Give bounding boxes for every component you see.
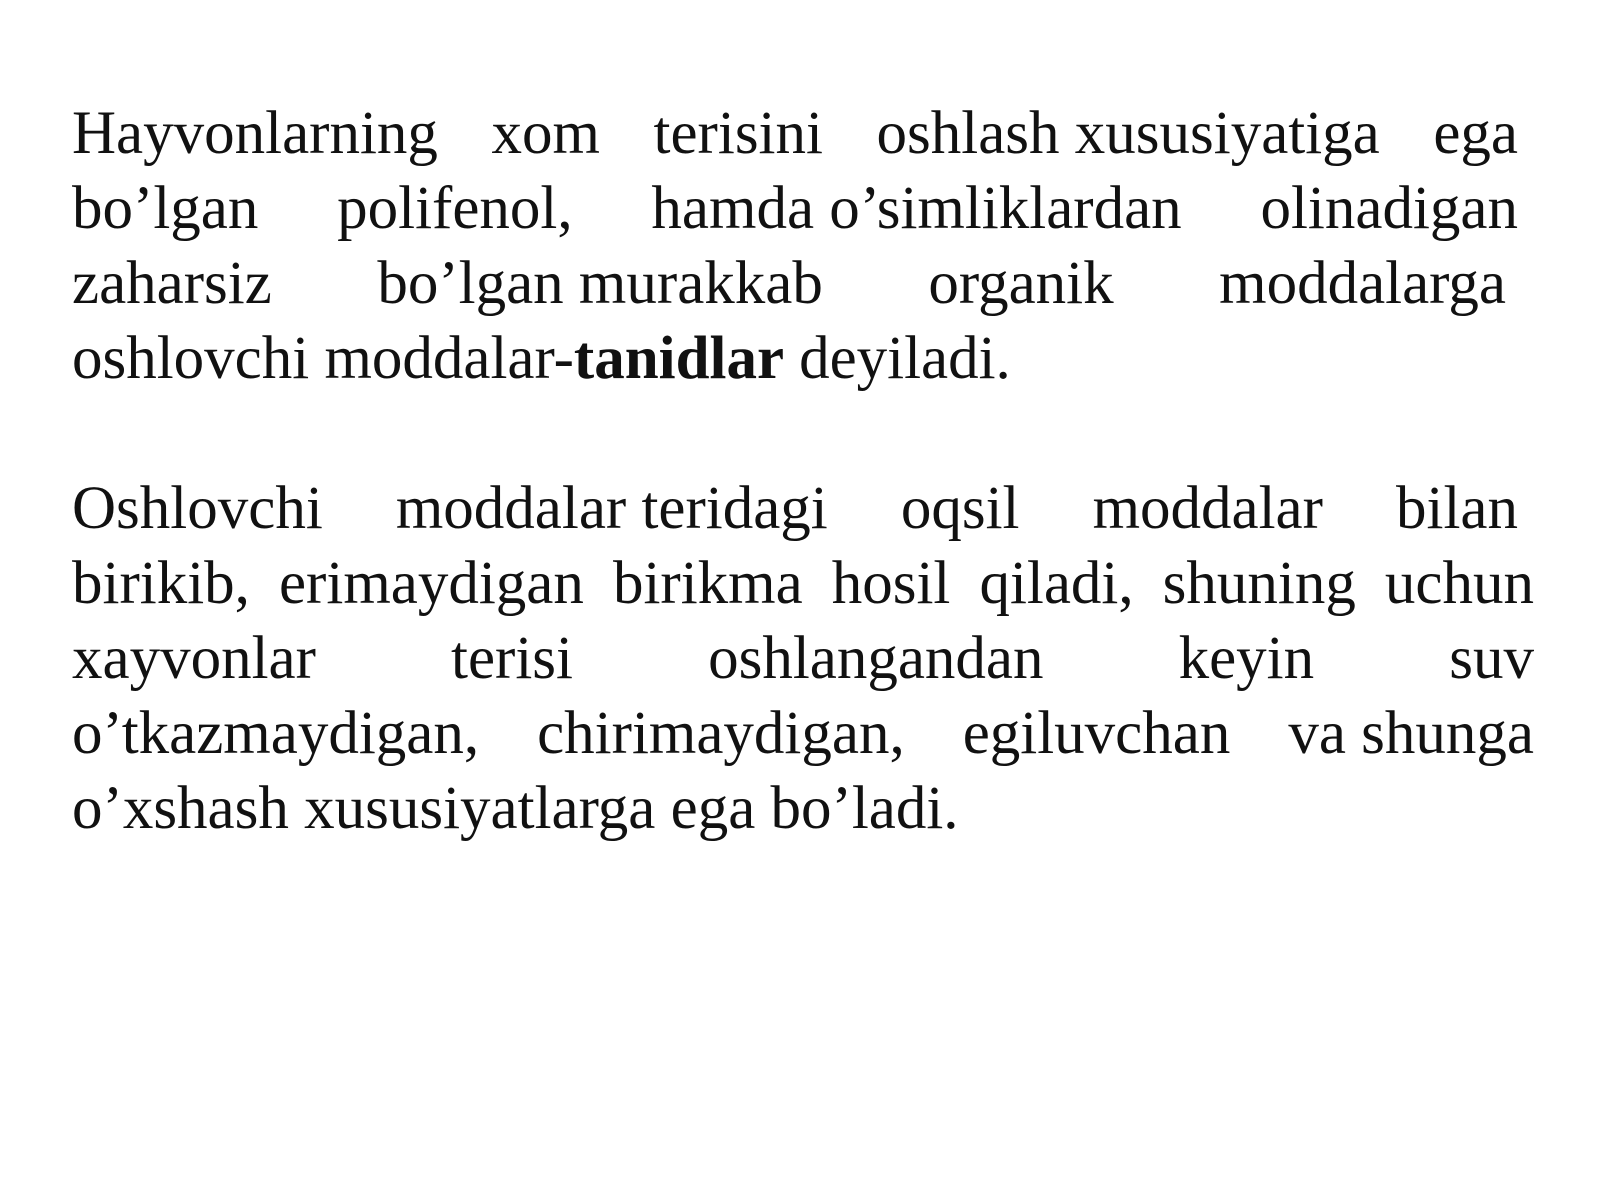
word: va shunga (1288, 700, 1534, 767)
word: ega (1433, 100, 1518, 167)
word: moddalarga (1219, 250, 1506, 317)
paragraph-line (72, 246, 1506, 321)
closing-sentence: o’xshash xususiyatlarga ega bo’ladi. (72, 775, 959, 842)
word: shuning (1162, 550, 1356, 617)
word: birikma (612, 550, 803, 617)
word: hamda o’simliklardan (651, 175, 1182, 242)
word: terisini (653, 100, 823, 167)
word: qiladi, (979, 550, 1134, 617)
word: zaharsiz (72, 250, 272, 317)
word: birikib, (72, 550, 250, 617)
paragraph-tannins-definition (72, 96, 1534, 396)
paragraph-line (72, 471, 1518, 546)
word: xayvonlar (72, 625, 316, 692)
word: egiluvchan (962, 700, 1231, 767)
text-suffix: deyiladi. (799, 325, 1011, 392)
word: oshlangandan (708, 625, 1044, 692)
word: polifenol, (337, 175, 573, 242)
word: Oshlovchi (72, 475, 323, 542)
highlighted-term: tanidlar (573, 325, 785, 392)
word: chirimaydigan, (537, 700, 905, 767)
word: bo’lgan murakkab (377, 250, 823, 317)
definition-text (72, 321, 784, 396)
word: bo’lgan (72, 175, 259, 242)
word: oshlash xususiyatiga (876, 100, 1380, 167)
word: o’tkazmaydigan, (72, 700, 480, 767)
text-prefix: oshlovchi moddalar- (72, 325, 574, 392)
word: moddalar (1092, 475, 1323, 542)
paragraph-line (72, 621, 1534, 696)
word: organik (928, 250, 1114, 317)
word: uchun (1384, 550, 1534, 617)
word: moddalar teridagi (395, 475, 828, 542)
paragraph-line (72, 171, 1518, 246)
word: oqsil (900, 475, 1020, 542)
paragraph-line (72, 771, 1534, 846)
word: keyin (1178, 625, 1315, 692)
word: hosil (831, 550, 951, 617)
word: olinadigan (1260, 175, 1518, 242)
paragraph-line (72, 321, 1534, 396)
paragraph-line (72, 696, 1534, 771)
word: erimaydigan (278, 550, 584, 617)
word: suv (1449, 625, 1534, 692)
word: Hayvonlarning (72, 100, 438, 167)
paragraph-line (72, 546, 1534, 621)
word: bilan (1396, 475, 1518, 542)
word: terisi (451, 625, 573, 692)
paragraph-line (72, 96, 1518, 171)
paragraph-tanning-properties (72, 471, 1534, 846)
word: xom (491, 100, 600, 167)
